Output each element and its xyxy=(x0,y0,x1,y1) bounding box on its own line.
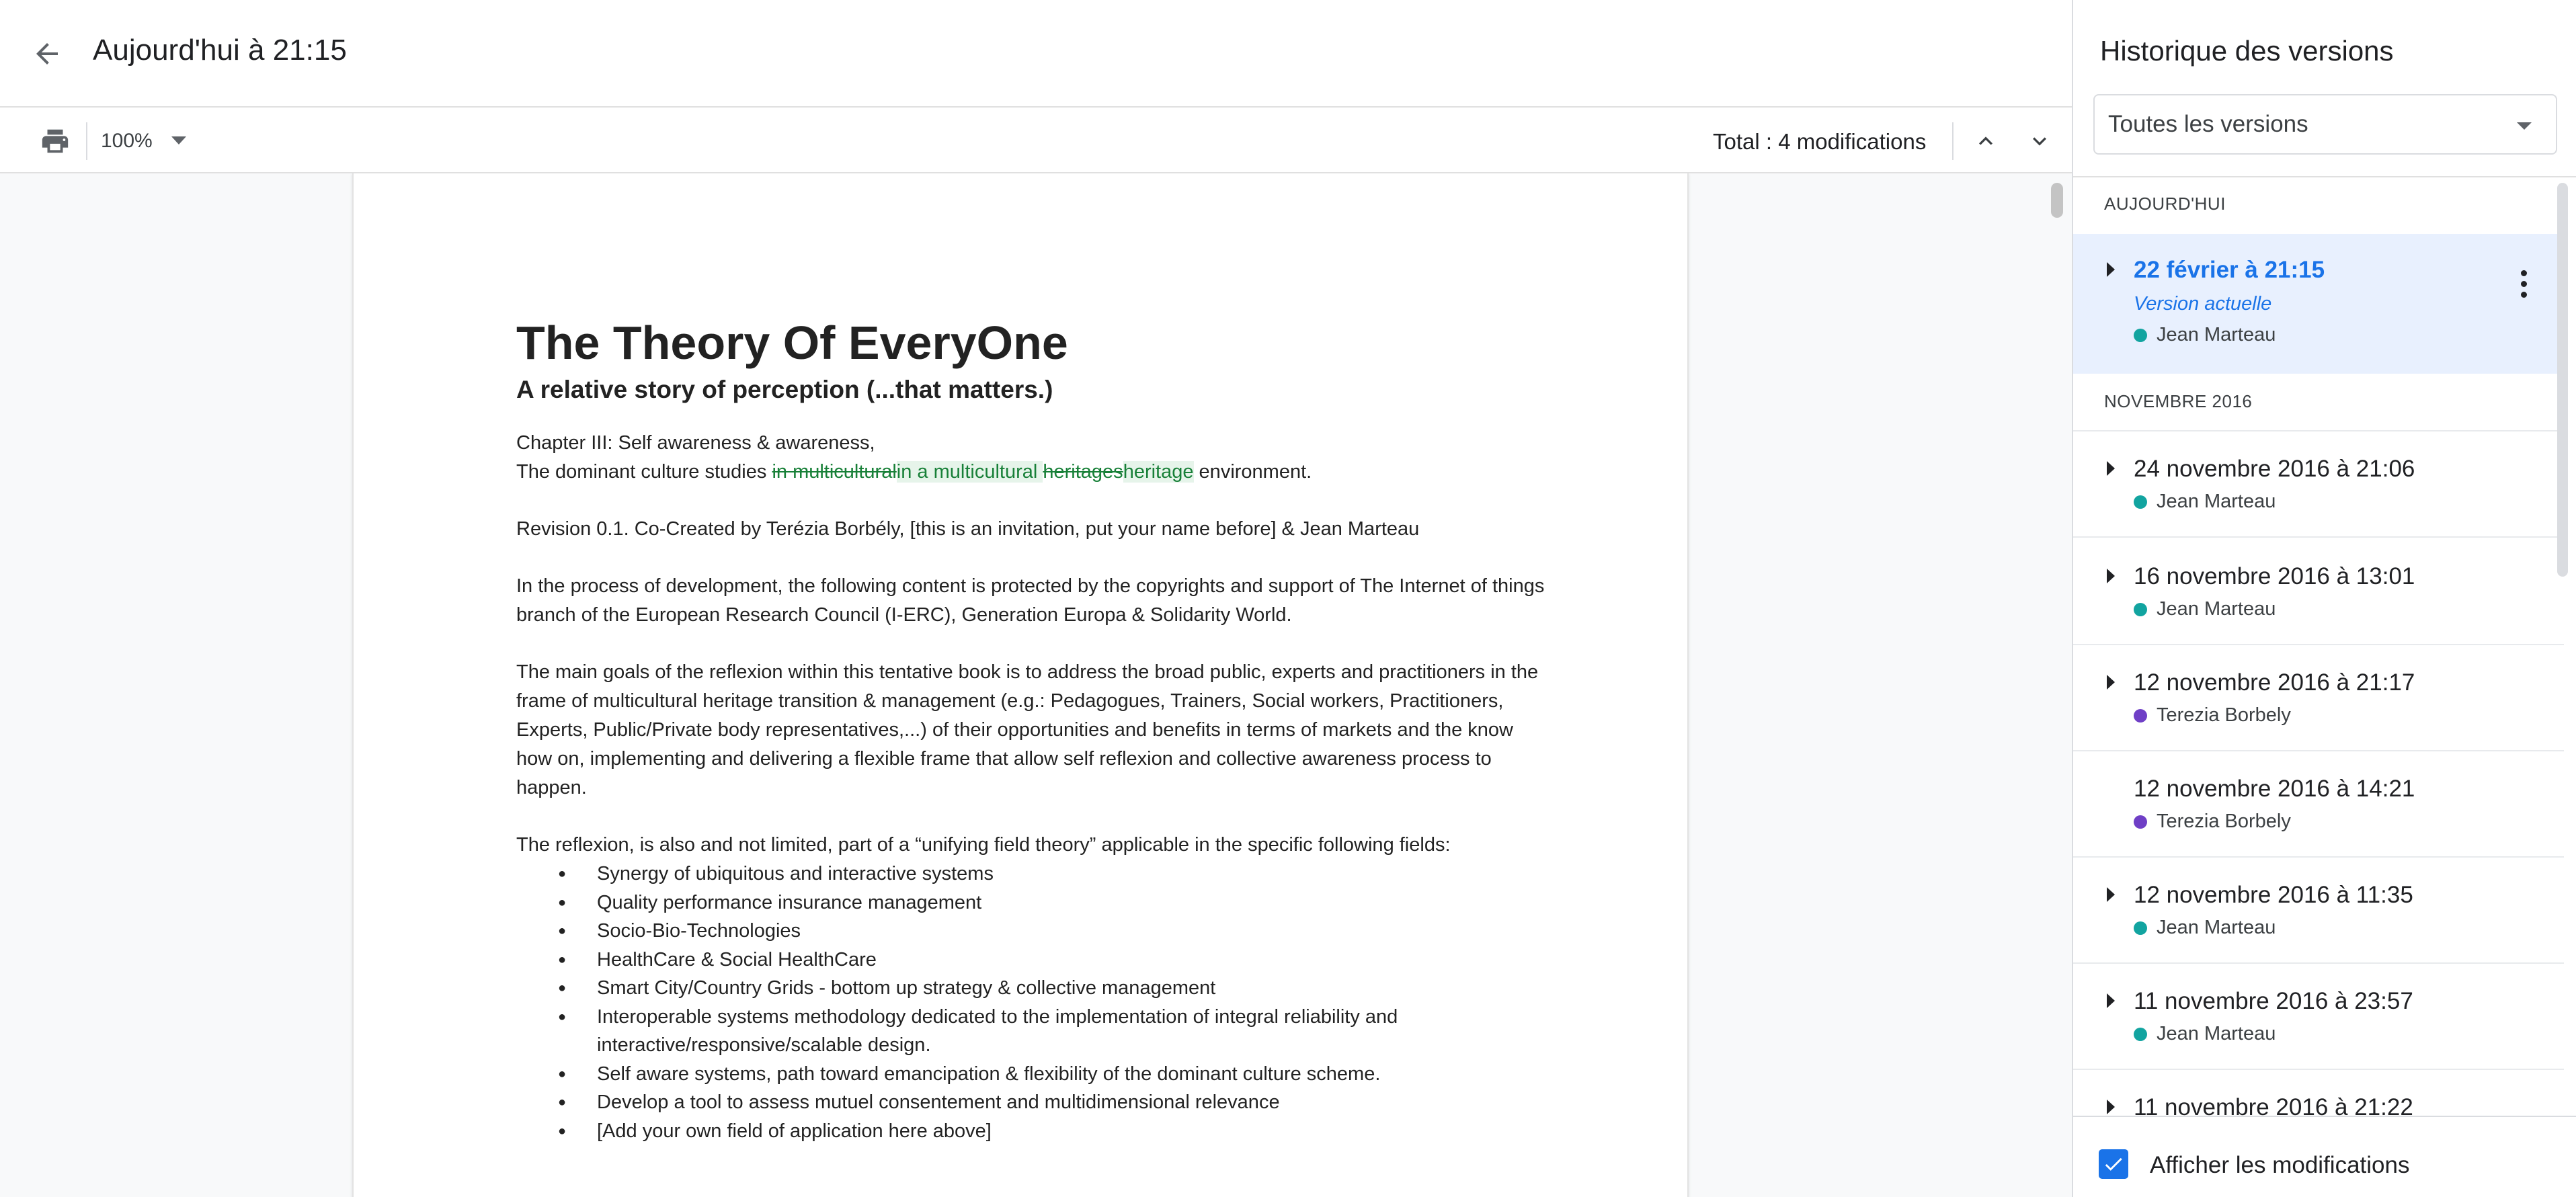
document-title: The Theory Of EveryOne xyxy=(516,317,1068,369)
version-list xyxy=(2073,177,2564,1116)
chevron-up-icon xyxy=(1972,128,1999,155)
author-name: Jean Marteau xyxy=(2157,598,2276,620)
culture-line xyxy=(516,458,1545,487)
expand-caret-icon[interactable] xyxy=(2107,675,2115,690)
culture-text-before: The dominant culture studies xyxy=(516,461,772,483)
version-title: Aujourd'hui à 21:15 xyxy=(93,34,347,67)
expand-caret-icon[interactable] xyxy=(2107,461,2115,476)
version-author xyxy=(2134,917,2276,939)
expand-caret-icon[interactable] xyxy=(2107,262,2115,277)
list-item: ● Develop a tool to assess mutuel consentement and multidimensional relevance xyxy=(558,1088,1545,1117)
version-item[interactable] xyxy=(2073,431,2564,538)
dropdown-arrow-icon xyxy=(2517,122,2532,130)
version-author xyxy=(2134,811,2291,833)
list-item: ● Interoperable systems methodology dedicated to the implementation of integral reliability and interactive/responsive/scalable design. xyxy=(558,1003,1545,1060)
dropdown-arrow-icon xyxy=(171,136,186,146)
list-item: ● Smart City/Country Grids - bottom up strategy & collective management xyxy=(558,974,1545,1003)
version-item[interactable] xyxy=(2073,645,2564,751)
author-color-dot xyxy=(2134,495,2147,509)
chapter-line: Chapter III: Self awareness & awareness, xyxy=(516,432,875,454)
toolbar-divider xyxy=(1952,122,1954,160)
previous-change-button[interactable] xyxy=(1964,120,2007,163)
author-color-dot xyxy=(2134,709,2147,723)
deleted-text: in multicultural xyxy=(772,461,897,483)
expand-caret-icon[interactable] xyxy=(2107,1100,2115,1114)
version-list-scrollbar[interactable] xyxy=(2557,183,2568,577)
expand-caret-icon[interactable] xyxy=(2107,887,2115,902)
version-filter-select[interactable] xyxy=(2093,94,2557,155)
author-color-dot xyxy=(2134,329,2147,342)
version-date: 11 novembre 2016 à 21:22 xyxy=(2134,1094,2413,1116)
author-color-dot xyxy=(2134,603,2147,616)
list-item: ● Self aware systems, path toward emancipation & flexibility of the dominant culture scheme. xyxy=(558,1060,1545,1089)
author-color-dot xyxy=(2134,921,2147,935)
version-author xyxy=(2134,491,2276,513)
inserted-text: in a multicultural xyxy=(896,461,1043,483)
author-name: Jean Marteau xyxy=(2157,324,2276,345)
check-icon xyxy=(2102,1153,2125,1175)
list-item: ● Synergy of ubiquitous and interactive systems xyxy=(558,860,1545,889)
list-item: ● Socio-Bio-Technologies xyxy=(558,917,1545,946)
zoom-value: 100% xyxy=(101,130,153,152)
author-name: Jean Marteau xyxy=(2157,917,2276,938)
zoom-select[interactable] xyxy=(101,121,186,161)
section-today: AUJOURD'HUI xyxy=(2104,194,2226,214)
back-button[interactable] xyxy=(20,27,74,81)
show-changes-checkbox[interactable] xyxy=(2099,1149,2128,1179)
arrow-back-icon xyxy=(31,38,63,70)
revision-line: Revision 0.1. Co-Created by Terézia Borbély, [this is an invitation, put your name before] & Jean Marteau xyxy=(516,518,1420,540)
print-button[interactable] xyxy=(34,120,77,163)
author-name: Jean Marteau xyxy=(2157,491,2276,512)
current-version-label: Version actuelle xyxy=(2134,293,2272,315)
culture-text-after: environment. xyxy=(1193,461,1312,483)
version-date: 24 novembre 2016 à 21:06 xyxy=(2134,456,2415,482)
document-page xyxy=(352,173,1689,1197)
version-date: 12 novembre 2016 à 14:21 xyxy=(2134,776,2415,802)
document-subtitle: A relative story of perception (...that matters.) xyxy=(516,376,1053,403)
version-date: 16 novembre 2016 à 13:01 xyxy=(2134,563,2415,589)
author-name: Terezia Borbely xyxy=(2157,704,2291,726)
panel-title: Historique des versions xyxy=(2100,35,2394,67)
more-options-button[interactable] xyxy=(2503,257,2544,311)
author-name: Terezia Borbely xyxy=(2157,811,2291,832)
list-item: ● [Add your own field of application here above] xyxy=(558,1117,1545,1146)
document-canvas xyxy=(0,173,2072,1197)
version-author xyxy=(2134,704,2291,727)
version-item-current[interactable] xyxy=(2073,234,2564,374)
fields-list xyxy=(558,860,1545,1145)
version-date: 11 novembre 2016 à 23:57 xyxy=(2134,988,2413,1014)
chevron-down-icon xyxy=(2026,128,2053,155)
author-name: Jean Marteau xyxy=(2157,1023,2276,1044)
toolbar xyxy=(0,108,2072,173)
deleted-text: heritages xyxy=(1043,461,1123,483)
version-item[interactable] xyxy=(2073,1070,2564,1116)
expand-caret-icon[interactable] xyxy=(2107,993,2115,1008)
version-author xyxy=(2134,324,2276,346)
total-modifications: Total : 4 modifications xyxy=(1713,129,1927,154)
version-author xyxy=(2134,1023,2276,1045)
show-changes-label[interactable]: Afficher les modifications xyxy=(2150,1152,2410,1178)
version-date: 22 février à 21:15 xyxy=(2134,257,2325,283)
top-bar xyxy=(0,0,2072,108)
panel-footer xyxy=(2073,1116,2576,1197)
reflexion-paragraph: The reflexion, is also and not limited, part of a “unifying field theory” applicable in the specific following fields: xyxy=(516,834,1451,856)
version-item[interactable] xyxy=(2073,539,2564,645)
author-color-dot xyxy=(2134,1028,2147,1041)
print-icon xyxy=(40,126,71,157)
protection-paragraph: In the process of development, the following content is protected by the copyrights and support of The Internet of things branch of the European Research Council (I-ERC), Generation Europa & Solidarity World. xyxy=(516,575,1545,626)
inserted-text: heritage xyxy=(1123,461,1194,483)
goals-paragraph: The main goals of the reflexion within this tentative book is to address the broad public, experts and practitioners in the frame of multicultural heritage transition & management (e.g.: Pedagogues, Trainers, Social workers, Practitioners, Experts, Public/Private body representatives,...) of their opportunities and benefits in terms of markets and the know how on, implementing and delivering a flexible frame that allow self reflexion and collective awareness process to happen. xyxy=(516,661,1539,798)
version-item[interactable] xyxy=(2073,858,2564,964)
version-item[interactable] xyxy=(2073,964,2564,1070)
document-scrollbar[interactable] xyxy=(2051,183,2063,218)
author-color-dot xyxy=(2134,815,2147,829)
version-filter-value: Toutes les versions xyxy=(2108,111,2308,137)
document-content xyxy=(516,315,1545,1145)
version-date: 12 novembre 2016 à 11:35 xyxy=(2134,882,2413,908)
version-history-panel xyxy=(2072,0,2576,1197)
version-item[interactable] xyxy=(2073,751,2564,858)
list-item: ● Quality performance insurance management xyxy=(558,889,1545,917)
section-november-2016: NOVEMBRE 2016 xyxy=(2104,391,2253,411)
more-vert-icon xyxy=(2521,270,2527,276)
next-change-button[interactable] xyxy=(2018,120,2061,163)
version-date: 12 novembre 2016 à 21:17 xyxy=(2134,669,2415,696)
list-item: ● HealthCare & Social HealthCare xyxy=(558,946,1545,975)
toolbar-divider xyxy=(86,122,87,160)
expand-caret-icon[interactable] xyxy=(2107,569,2115,583)
version-author xyxy=(2134,598,2276,620)
